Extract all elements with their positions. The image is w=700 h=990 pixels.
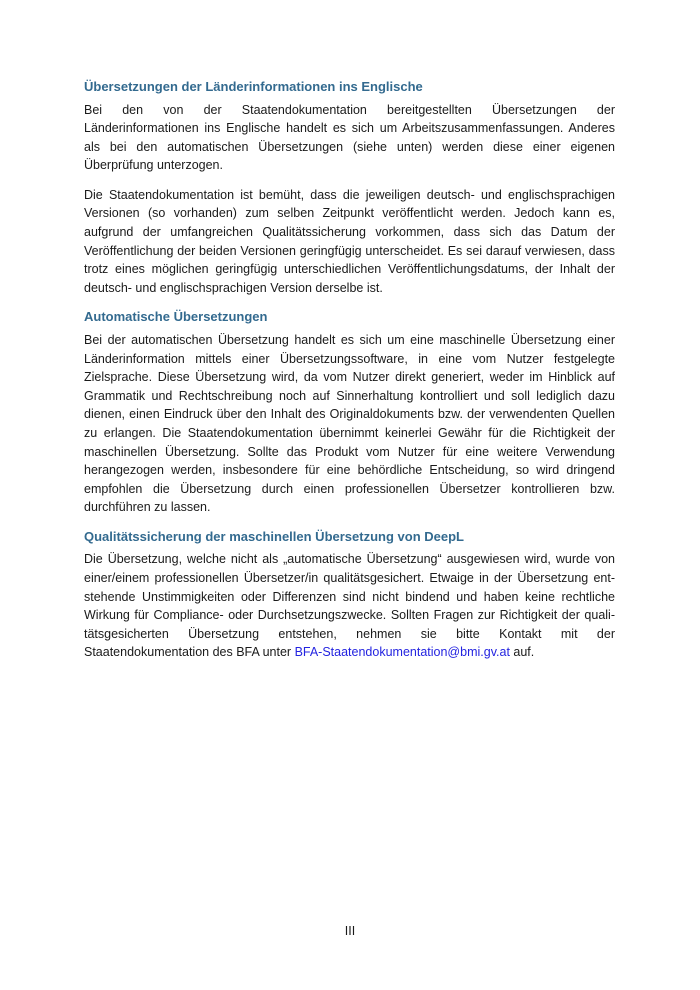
email-link[interactable]: BFA-Staatendokumentation@bmi.gv.at (294, 645, 510, 660)
paragraph-text-after-link: auf. (509, 645, 535, 660)
paragraph (84, 550, 615, 662)
page-footer (0, 922, 700, 941)
section-english-translations (84, 78, 615, 297)
section-automatic-translations (84, 308, 615, 516)
paragraph-text-before-link: Die Übersetzung, welche nicht als „automatische Übersetzung“ ausgewiesen wird, wurde von einer/einem professionellen Übersetzer/in qualitätsgesichert. Etwaige in der Übersetzung entstehende Unstimmigkeiten oder Differenzen sind nicht bindend und haben keine rechtliche Wirkung für Compliance- oder Durchsetzungszwecke. Sollten Fragen zur Richtigkeit der qualitätsgesicherten Übersetzung entstehen, nehmen sie bitte Kontakt mit der Staatendokumentation des BFA unter (84, 552, 615, 660)
document-content (84, 78, 615, 673)
page-number: III (344, 924, 356, 938)
paragraph: Bei der automatischen Übersetzung handelt es sich um eine maschinelle Übersetzung einer Länderinformation mittels einer Übersetzungssoftware, in eine vom Nutzer festgelegte Zielsprache. Diese Übersetzung wird, da vom Nutzer direkt generiert, weder im Hinblick auf Grammatik und Rechtschreibung noch auf Sinnerhaltung kontrolliert und soll lediglich dazu dienen, einen Eindruck über den Inhalt des Originaldokuments bzw. der verwendenten Quellen zu erlangen. Die Staatendokumentation übernimmt keinerlei Gewähr für die Richtigkeit der maschinellen Übersetzung. Sollte das Produkt vom Nutzer für eine weitere Verwendung herangezogen werden, insbesondere für eine behördliche Entscheidung, so wird dringend empfohlen die Übersetzung durch einen professionellen Übersetzer kontrollieren bzw. durchführen zu lassen. (84, 332, 615, 515)
section-heading-deepl-quality-assurance: Qualitätssicherung der maschinellen Übersetzung von DeepL (84, 528, 464, 544)
section-heading-automatic-translations: Automatische Übersetzungen (84, 309, 268, 325)
paragraph: Die Staatendokumentation ist bemüht, dass die jeweiligen deutsch- und englischsprachigen Versionen (so vorhanden) zum selben Zeitpunkt veröffentlicht werden. Jedoch kann es, aufgrund der umfangreichen Qualitätssicherung vorkommen, dass sich das Datum der Veröffentlichung der beiden Versionen geringfügig unterscheidet. Es sei darauf verwiesen, dass trotz eines möglichen geringfügig unterschiedlichen Veröffentlichungsdatums, der Inhalt der deutsch- und englischsprachigen Version derselbe ist. (84, 187, 615, 295)
section-deepl-quality-assurance (84, 528, 615, 662)
section-heading-english-translations: Übersetzungen der Länderinformationen ins Englische (84, 79, 423, 94)
paragraph: Bei den von der Staatendokumentation bereitgestellten Übersetzungen der Länderinformationen ins Englische handelt es sich um Arbeitszusammenfassungen. Anderes als bei den automatischen Übersetzungen (siehe unten) werden diese einer eigenen Überprüfung unterzogen. (84, 102, 615, 173)
